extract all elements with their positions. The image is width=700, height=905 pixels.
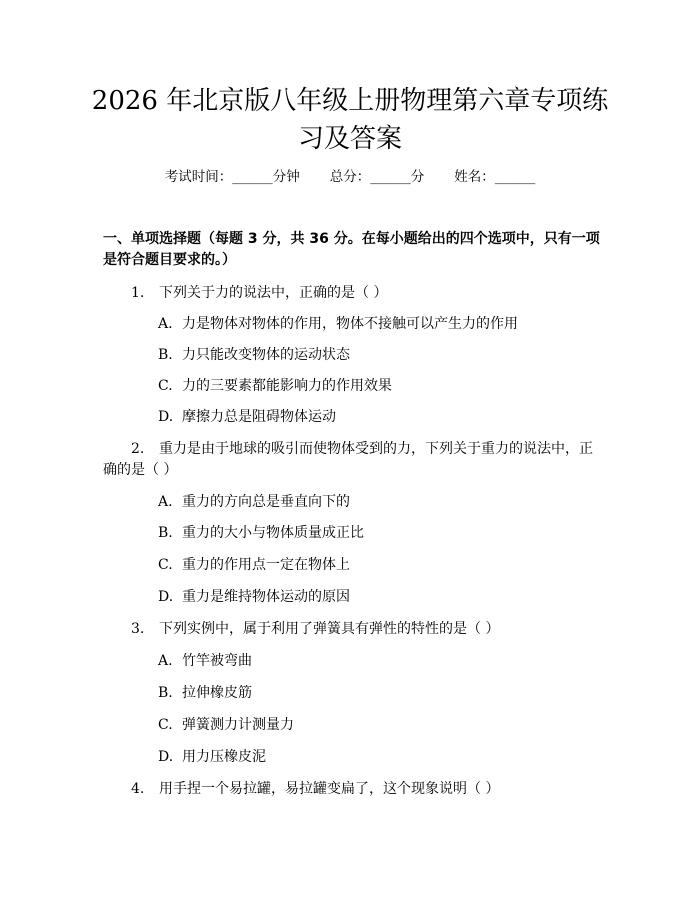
question-2-option-b	[158, 523, 598, 543]
option-letter: C.	[158, 717, 173, 733]
question-2-option-c	[158, 555, 598, 575]
student-name-field: 姓名：______	[454, 169, 536, 185]
question-1-option-a	[158, 314, 598, 334]
option-letter: D.	[158, 589, 174, 605]
question-number: 1.	[131, 285, 145, 301]
question-text: 下列关于力的说法中，正确的是（ ）	[159, 285, 388, 301]
question-3-option-b	[158, 683, 598, 703]
question-number: 4.	[131, 781, 145, 797]
option-text: 重力的大小与物体质量成正比	[182, 525, 364, 541]
option-text: 力是物体对物体的作用，物体不接触可以产生力的作用	[182, 316, 518, 332]
question-text: 重力是由于地球的吸引而使物体受到的力，下列关于重力的说法中，正确的是（ ）	[103, 441, 593, 478]
option-letter: C.	[158, 378, 173, 394]
option-letter: D.	[158, 409, 174, 425]
option-letter: B.	[158, 685, 173, 701]
option-text: 重力是维持物体运动的原因	[182, 589, 350, 605]
option-text: 竹竿被弯曲	[182, 653, 252, 669]
option-text: 弹簧测力计测量力	[182, 717, 294, 733]
option-letter: A.	[158, 316, 173, 332]
exam-info-line	[0, 167, 700, 187]
option-text: 拉伸橡皮筋	[182, 685, 252, 701]
option-letter: C.	[158, 557, 173, 573]
exam-time-field: 考试时间：______分钟	[164, 169, 300, 185]
option-text: 摩擦力总是阻碍物体运动	[182, 409, 336, 425]
question-text: 下列实例中，属于利用了弹簧具有弹性的特性的是（ ）	[159, 621, 500, 637]
question-2-option-a	[158, 492, 598, 512]
question-3-option-c	[158, 715, 598, 735]
question-number: 2.	[131, 441, 145, 457]
option-text: 力只能改变物体的运动状态	[182, 347, 350, 363]
document-title: 2026 年北京版八年级上册物理第六章专项练习及答案	[91, 86, 609, 154]
question-2-option-d	[158, 587, 598, 607]
option-letter: B.	[158, 347, 173, 363]
question-3-option-d	[158, 747, 598, 767]
question-1-option-c	[158, 376, 598, 396]
question-1-option-b	[158, 345, 598, 365]
section-heading: 一、单项选择题（每题 3 分，共 36 分。在每小题给出的四个选项中，只有一项是符合题目要求的。）	[103, 231, 600, 268]
question-4	[103, 779, 601, 800]
option-letter: A.	[158, 653, 173, 669]
question-text: 用手捏一个易拉罐，易拉罐变扁了，这个现象说明（ ）	[159, 781, 500, 797]
question-3	[103, 619, 601, 640]
option-letter: B.	[158, 525, 173, 541]
total-score-field: 总分：______分	[329, 169, 425, 185]
question-1-option-d	[158, 407, 598, 427]
option-text: 用力压橡皮泥	[182, 749, 266, 765]
question-3-option-a	[158, 651, 598, 671]
option-text: 重力的方向总是垂直向下的	[182, 494, 350, 510]
option-text: 重力的作用点一定在物体上	[182, 557, 350, 573]
option-letter: D.	[158, 749, 174, 765]
option-text: 力的三要素都能影响力的作用效果	[182, 378, 392, 394]
option-letter: A.	[158, 494, 173, 510]
question-number: 3.	[131, 621, 145, 637]
question-2	[103, 439, 601, 481]
question-1	[103, 283, 601, 304]
